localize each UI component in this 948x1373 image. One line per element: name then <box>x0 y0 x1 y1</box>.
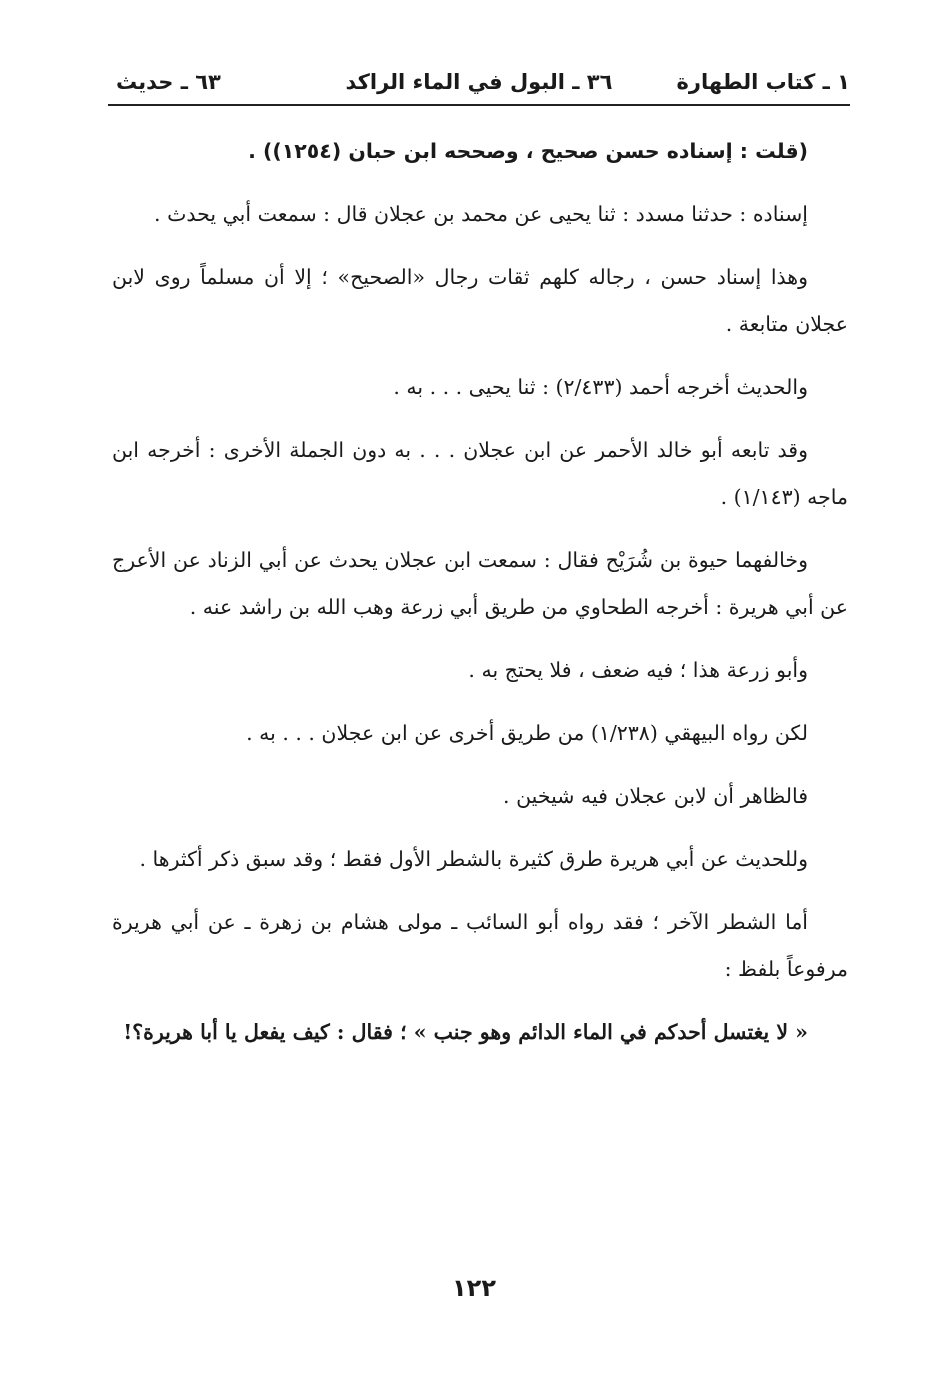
paragraph-ahmad: والحديث أخرجه أحمد (٢/٤٣٣) : ثنا يحيى . . . به . <box>393 375 808 399</box>
page-number: ١٢٢ <box>452 1274 496 1302</box>
paragraph-haywa: وخالفهما حيوة بن شُرَيْح فقال : سمعت ابن عجلان يحدث عن أبي الزناد عن الأعرج عن أبي هريرة : أخرجه الطحاوي من طريق أبي زرعة وهب الله بن راشد عنه . <box>112 548 848 619</box>
paragraph-verdict: (قلت : إسناده حسن صحيح ، وصححه ابن حبان (١٢٥٤)) . <box>248 139 808 163</box>
paragraph-second-part: أما الشطر الآخر ؛ فقد رواه أبو السائب ـ مولى هشام بن زهرة ـ عن أبي هريرة مرفوعاً بلفظ : <box>112 910 848 981</box>
paragraph-bayhaqi: لكن رواه البيهقي (١/٢٣٨) من طريق أخرى عن ابن عجلان . . . به . <box>246 721 808 745</box>
paragraph-ibn-majah: وقد تابعه أبو خالد الأحمر عن ابن عجلان . . . به دون الجملة الأخرى : أخرجه ابن ماجه (١/١٤٣) . <box>112 438 848 509</box>
header-divider <box>108 104 850 106</box>
page-body <box>112 128 848 1072</box>
paragraph-two-shaykhs: فالظاهر أن لابن عجلان فيه شيخين . <box>503 784 808 808</box>
header-chapter-title: ٣٦ ـ البول في الماء الراكد <box>345 70 613 94</box>
paragraph-hadith-quote: « لا يغتسل أحدكم في الماء الدائم وهو جنب » ؛ فقال : كيف يفعل يا أبا هريرة؟! <box>123 1020 808 1044</box>
paragraph-assessment: وهذا إسناد حسن ، رجاله كلهم ثقات رجال «الصحيح» ؛ إلا أن مسلماً روى لابن عجلان متابعة . <box>112 265 848 336</box>
paragraph-other-routes: وللحديث عن أبي هريرة طرق كثيرة بالشطر الأول فقط ؛ وقد سبق ذكر أكثرها . <box>139 847 808 871</box>
running-header <box>108 66 850 104</box>
header-hadith-number: ٦٣ ـ حديث <box>116 70 221 94</box>
paragraph-abu-zura: وأبو زرعة هذا ؛ فيه ضعف ، فلا يحتج به . <box>468 658 808 682</box>
paragraph-isnad: إسناده : حدثنا مسدد : ثنا يحيى عن محمد بن عجلان قال : سمعت أبي يحدث . <box>154 202 808 226</box>
header-book-title: ١ ـ كتاب الطهارة <box>676 70 850 94</box>
